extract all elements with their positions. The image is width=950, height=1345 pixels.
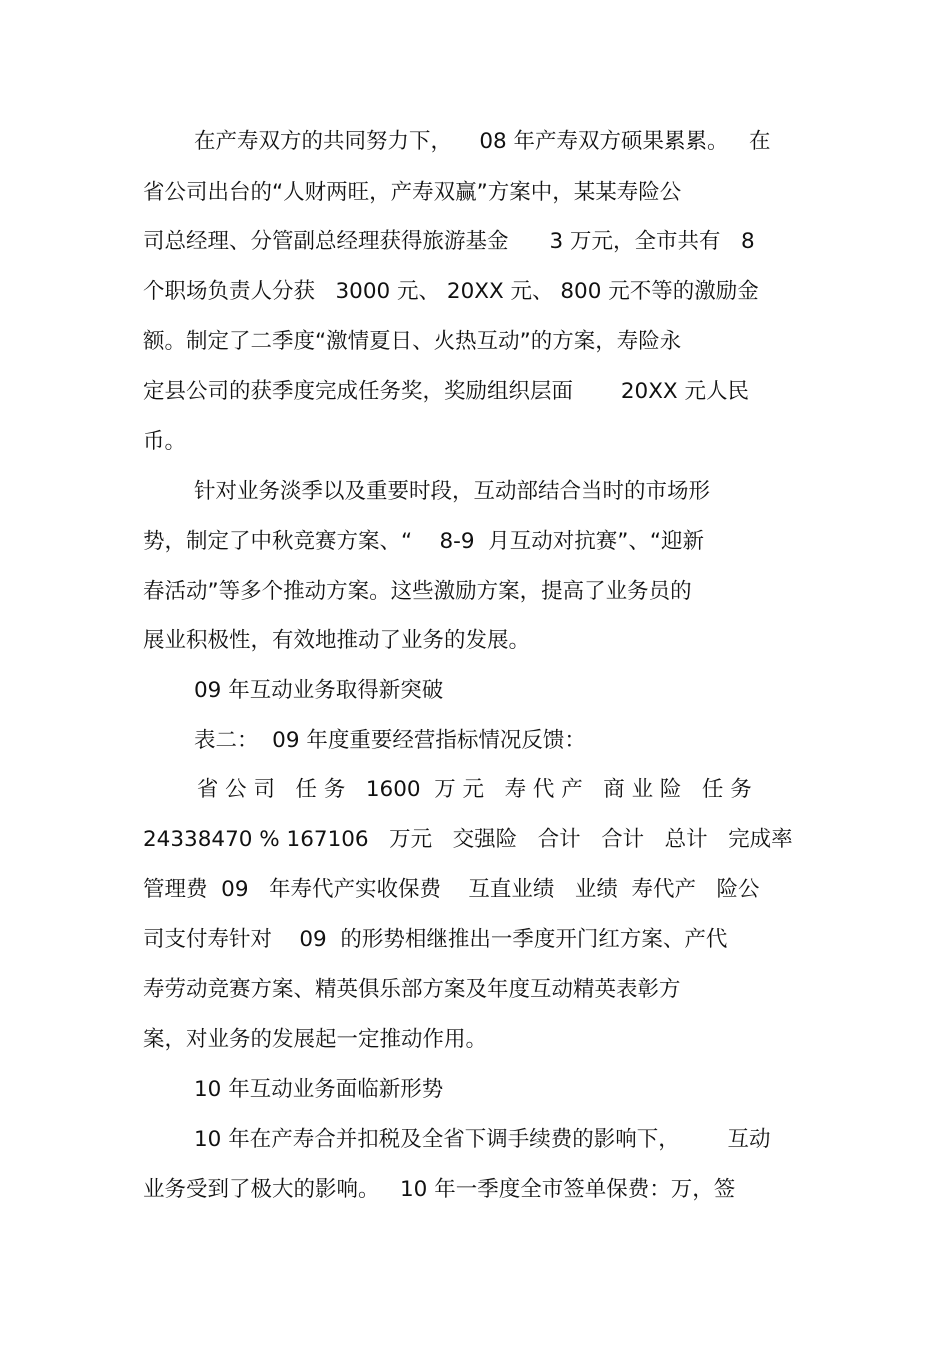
paragraph-line: 业务受到了极大的影响。 10 年一季度全市签单保费：万，签 xyxy=(143,1177,736,1202)
paragraph-line: 定县公司的获季度完成任务奖，奖励组织层面 20XX 元人民 xyxy=(143,379,749,404)
table-caption: 表二： 09 年度重要经营指标情况反馈： xyxy=(194,728,586,753)
paragraph-line: 司总经理、分管副总经理获得旅游基金 3 万元，全市共有 8 xyxy=(143,229,755,254)
paragraph-line: 额。制定了二季度“激情夏日、火热互动”的方案，寿险永 xyxy=(143,329,682,354)
paragraph-line: 寿劳动竞赛方案、精英俱乐部方案及年度互动精英表彰方 xyxy=(143,977,681,1002)
paragraph-line: 10 年在产寿合并扣税及全省下调手续费的影响下， 互动 xyxy=(194,1127,771,1152)
paragraph-line: 势，制定了中秋竞赛方案、“ 8-9 月互动对抗赛”、“迎新 xyxy=(143,529,705,554)
paragraph-line: 个职场负责人分获 3000 元、 20XX 元、 800 元不等的激励金 xyxy=(143,279,759,304)
paragraph-line: 省公司出台的“人财两旺，产寿双赢”方案中，某某寿险公 xyxy=(143,180,682,205)
table-text-line: 管理费 09 年寿代产实收保费 互直业绩 业绩 寿代产 险公 xyxy=(143,877,760,902)
paragraph-line: 在产寿双方的共同努力下， 08 年产寿双方硕果累累。 在 xyxy=(194,129,771,154)
paragraph-line: 针对业务淡季以及重要时段，互动部结合当时的市场形 xyxy=(194,479,711,504)
paragraph-line: 币。 xyxy=(143,429,187,454)
table-text-line: 省 公 司 任 务 1600 万 元 寿 代 产 商 业 险 任 务 xyxy=(190,777,752,802)
paragraph-line: 司支付寿针对 09 的形势相继推出一季度开门红方案、产代 xyxy=(143,927,728,952)
paragraph-line: 展业积极性，有效地推动了业务的发展。 xyxy=(143,628,531,653)
section-heading: 09 年互动业务取得新突破 xyxy=(194,678,444,703)
table-text-line: 24338470 % 167106 万元 交强险 合计 合计 总计 完成率 xyxy=(143,827,793,852)
paragraph-line: 案，对业务的发展起一定推动作用。 xyxy=(143,1027,488,1052)
paragraph-line: 春活动”等多个推动方案。这些激励方案，提高了业务员的 xyxy=(143,579,692,604)
section-heading: 10 年互动业务面临新形势 xyxy=(194,1077,444,1102)
